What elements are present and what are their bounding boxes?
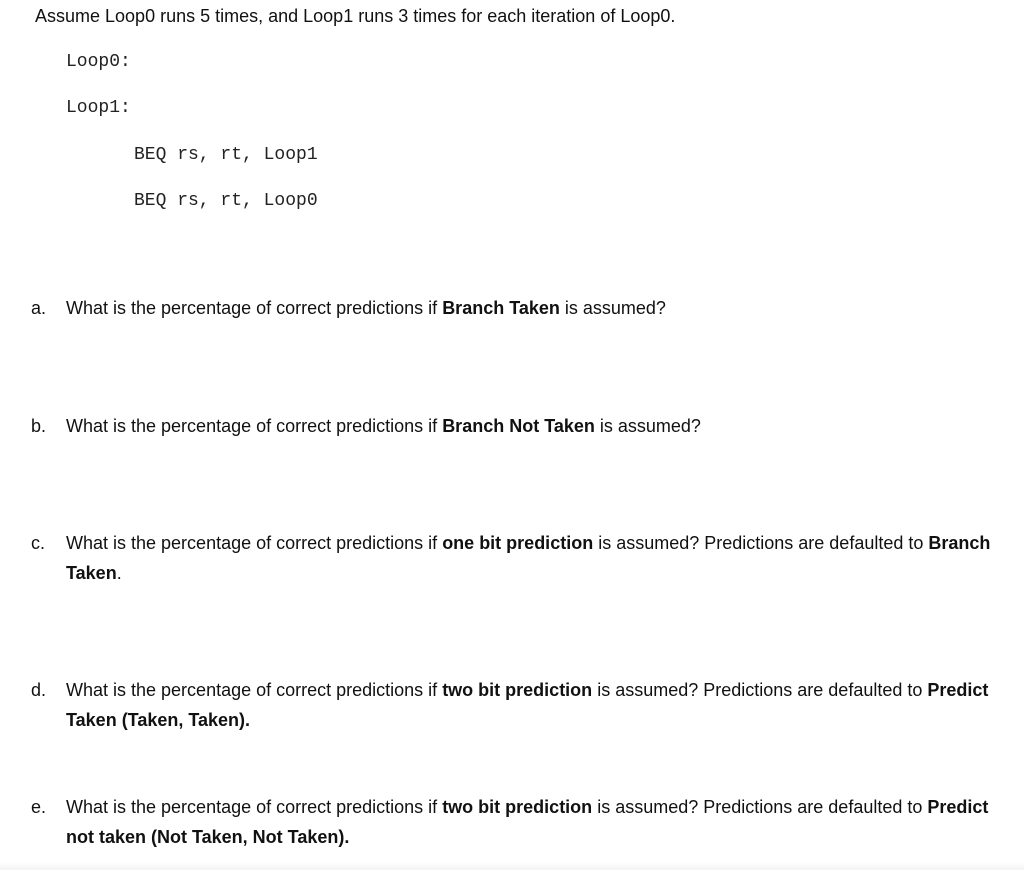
emphasis: Predict Taken (Taken, Taken). bbox=[66, 680, 989, 730]
emphasis: Branch Taken bbox=[66, 533, 991, 583]
code-label-loop1: Loop1: bbox=[66, 98, 131, 118]
question-marker: d. bbox=[31, 680, 47, 700]
emphasis: two bit prediction bbox=[442, 680, 593, 700]
question-marker: c. bbox=[31, 533, 46, 553]
code-instruction-2: BEQ rs, rt, Loop0 bbox=[134, 191, 318, 211]
code-label-loop0: Loop0: bbox=[66, 52, 131, 72]
question-text: What is the percentage of correct predictions if Branch Not Taken is assumed? bbox=[66, 416, 701, 436]
intro-text: Assume Loop0 runs 5 times, and Loop1 runs 3 times for each iteration of Loop0. bbox=[35, 6, 676, 26]
question-text: What is the percentage of correct predictions if two bit prediction is assumed? Predictions are defaulted to Predict Taken (Taken, Taken). bbox=[66, 680, 989, 730]
emphasis: Branch Taken bbox=[442, 298, 560, 318]
question-marker: b. bbox=[31, 416, 47, 436]
question-marker: a. bbox=[31, 298, 47, 318]
question-text: What is the percentage of correct predictions if two bit prediction is assumed? Predictions are defaulted to Predict not taken (Not Taken, Not Taken). bbox=[66, 797, 989, 847]
page-bottom-edge bbox=[0, 862, 1024, 870]
question-text: What is the percentage of correct predictions if one bit prediction is assumed? Predictions are defaulted to Branch Taken. bbox=[66, 533, 991, 583]
question-marker: e. bbox=[31, 797, 47, 817]
emphasis: Predict not taken (Not Taken, Not Taken). bbox=[66, 797, 989, 847]
emphasis: one bit prediction bbox=[442, 533, 594, 553]
code-instruction-1: BEQ rs, rt, Loop1 bbox=[134, 145, 318, 165]
emphasis: Branch Not Taken bbox=[442, 416, 595, 436]
question-text: What is the percentage of correct predictions if Branch Taken is assumed? bbox=[66, 298, 666, 318]
emphasis: two bit prediction bbox=[442, 797, 593, 817]
